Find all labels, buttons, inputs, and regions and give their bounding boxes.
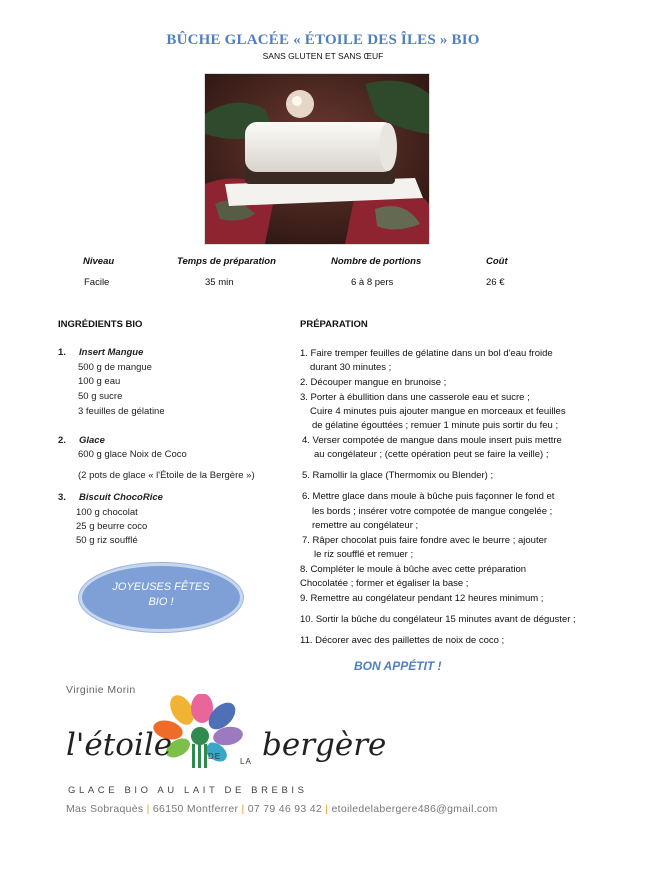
prep-step: les bords ; insérer votre compotée de mangue congelée ; — [312, 506, 553, 517]
bon-appetit: BON APPÉTIT ! — [354, 659, 442, 673]
logo-word-la: LA — [240, 757, 252, 766]
prep-step: 3. Porter à ébullition dans une casserole eau et sucre ; — [300, 392, 530, 403]
ingredient-group-number: 3. — [58, 492, 66, 503]
ingredient-line: 100 g eau — [78, 376, 121, 387]
badge-line-1: JOYEUSES FÊTES — [112, 581, 210, 593]
info-header-time: Temps de préparation — [177, 256, 276, 267]
prep-step: durant 30 minutes ; — [310, 362, 392, 373]
preparation-heading: PRÉPARATION — [300, 319, 368, 330]
footer-separator: | — [325, 803, 332, 815]
prep-step: 6. Mettre glace dans moule à bûche puis façonner le fond et — [302, 491, 555, 502]
logo-word-bergere: bergère — [262, 727, 387, 763]
ingredient-line: 100 g chocolat — [76, 507, 138, 518]
ingredient-group-title: Insert Mangue — [79, 347, 144, 358]
ingredient-group-title: Biscuit ChocoRice — [79, 492, 163, 503]
prep-step: de gélatine égouttées ; remuer 1 minute puis sortir du feu ; — [312, 420, 559, 431]
ingredient-line: 500 g de mangue — [78, 362, 152, 373]
prep-step: 4. Verser compotée de mangue dans moule insert puis mettre — [302, 435, 562, 446]
ingredient-line: 50 g sucre — [78, 391, 123, 402]
info-value-time: 35 min — [205, 277, 234, 288]
ingredient-line: 600 g glace Noix de Coco — [78, 449, 187, 460]
info-value-cost: 26 € — [486, 277, 505, 288]
ingredient-line: 3 feuilles de gélatine — [78, 406, 165, 417]
recipe-subtitle: SANS GLUTEN ET SANS ŒUF — [262, 51, 384, 61]
prep-step: 2. Découper mangue en brunoise ; — [300, 377, 447, 388]
prep-step: 10. Sortir la bûche du congélateur 15 minutes avant de déguster ; — [300, 614, 576, 625]
prep-step: 5. Ramollir la glace (Thermomix ou Blender) ; — [302, 470, 494, 481]
logo-tagline: GLACE BIO AU LAIT DE BREBIS — [68, 785, 308, 796]
footer-separator: | — [146, 803, 153, 815]
logo-word-etoile: l'étoile — [66, 727, 173, 763]
recipe-title: BÛCHE GLACÉE « ÉTOILE DES ÎLES » BIO — [166, 32, 480, 48]
recipe-photo — [204, 73, 430, 245]
logo-word-de: DE — [208, 752, 222, 761]
footer-separator: | — [241, 803, 248, 815]
prep-step: 9. Remettre au congélateur pendant 12 heures minimum ; — [300, 593, 544, 604]
ingredient-line: (2 pots de glace « l'Étoile de la Bergère ») — [78, 470, 255, 481]
info-header-cost: Coût — [486, 256, 508, 267]
prep-step: au congélateur ; (cette opération peut se faire la veille) ; — [314, 449, 549, 460]
ingredient-line: 50 g riz soufflé — [76, 535, 138, 546]
holiday-badge-text — [79, 580, 243, 610]
badge-line-2: BIO ! — [148, 596, 174, 608]
ingredient-group-number: 1. — [58, 347, 66, 358]
ingredient-group-number: 2. — [58, 435, 66, 446]
footer-phone: 07 79 46 93 42 — [247, 803, 323, 815]
prep-step: 8. Compléter le moule à bûche avec cette préparation — [300, 564, 527, 575]
ingredient-line: 25 g beurre coco — [76, 521, 148, 532]
ingredients-heading: INGRÉDIENTS BIO — [58, 319, 143, 330]
info-header-portions: Nombre de portions — [331, 256, 422, 267]
prep-step: Chocolatée ; former et égaliser la base ; — [300, 578, 469, 589]
info-value-portions: 6 à 8 pers — [351, 277, 394, 288]
info-header-level: Niveau — [83, 256, 115, 267]
contact-footer — [66, 803, 498, 815]
footer-city: 66150 Montferrer — [152, 803, 239, 815]
prep-step: le riz soufflé et remuer ; — [314, 549, 414, 560]
ingredient-group-title: Glace — [79, 435, 105, 446]
footer-email: etoiledelabergere486@gmail.com — [331, 803, 498, 815]
prep-step: 11. Décorer avec des paillettes de noix de coco ; — [300, 635, 505, 646]
prep-step: 1. Faire tremper feuilles de gélatine dans un bol d'eau froide — [300, 348, 553, 359]
footer-address: Mas Sobraquès — [66, 803, 144, 815]
info-value-level: Facile — [84, 277, 110, 288]
prep-step: Cuire 4 minutes puis ajouter mangue en morceaux et feuilles — [310, 406, 566, 417]
prep-step: remettre au congélateur ; — [312, 520, 419, 531]
prep-step: 7. Râper chocolat puis faire fondre avec le beurre ; ajouter — [302, 535, 548, 546]
author-name: Virginie Morin — [66, 684, 136, 696]
